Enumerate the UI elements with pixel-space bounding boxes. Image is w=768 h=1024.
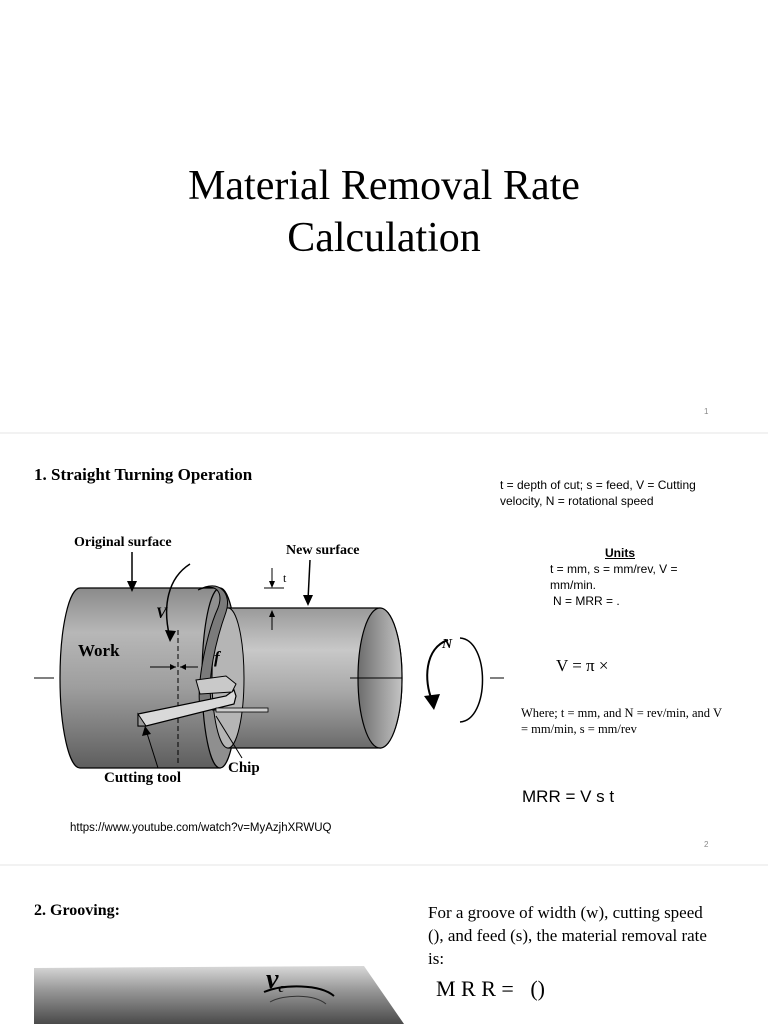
velocity-formula: V = π × (556, 656, 609, 675)
new-surface-label: New surface (286, 543, 360, 558)
slide-title (0, 160, 768, 264)
turning-diagram (20, 530, 530, 800)
cutting-tool-tip (196, 676, 236, 694)
units-block (550, 545, 720, 609)
where-text: Where; t = mm, and N = rev/min, and V = mm/min, s = mm/rev (521, 706, 722, 736)
video-link[interactable]: https://www.youtube.com/watch?v=MyAzjhXRWUQ (70, 822, 332, 834)
rotation-arrowhead (424, 694, 440, 710)
chip-strip (216, 708, 268, 712)
t-label: t (283, 571, 287, 585)
rotation-arc-right (460, 638, 483, 722)
section-heading: 2. Grooving: (34, 902, 120, 919)
feed-label: f (214, 648, 220, 667)
units-title: Units (605, 546, 635, 560)
original-surface-label: Original surface (74, 535, 172, 550)
work-label: Work (78, 641, 120, 660)
page-number: 2 (704, 840, 709, 849)
grooving-mrr-formula: M R R = () (436, 976, 545, 1001)
page-number: 1 (704, 407, 709, 416)
slide-1 (0, 0, 768, 432)
vc-label: vc (266, 964, 285, 995)
velocity-label: V (156, 605, 167, 622)
chip-label: Chip (228, 760, 260, 776)
units-line-2: mm/min. (550, 578, 596, 592)
units-line-3: N = MRR = . (553, 594, 620, 608)
section-heading: 1. Straight Turning Operation (34, 465, 253, 484)
title-line-2: Calculation (287, 215, 481, 261)
slide-3 (0, 866, 768, 1024)
cutting-tool-label: Cutting tool (104, 770, 182, 786)
work-cylinder-original (60, 588, 220, 768)
mrr-formula: MRR = V s t (522, 787, 615, 806)
definitions-text: t = depth of cut; s = feed, V = Cutting velocity, N = rotational speed (500, 478, 696, 508)
title-line-1: Material Removal Rate (188, 163, 580, 209)
units-line-1: t = mm, s = mm/rev, V = (550, 562, 678, 576)
new-surface-arrow (308, 560, 310, 600)
grooving-description: For a groove of width (w), cutting speed (), and feed (s), the material removal rate is: (428, 903, 707, 968)
rotation-label: N (442, 637, 453, 652)
slide-2 (0, 434, 768, 864)
grooving-workpiece (34, 966, 404, 1024)
grooving-diagram (34, 962, 404, 1024)
